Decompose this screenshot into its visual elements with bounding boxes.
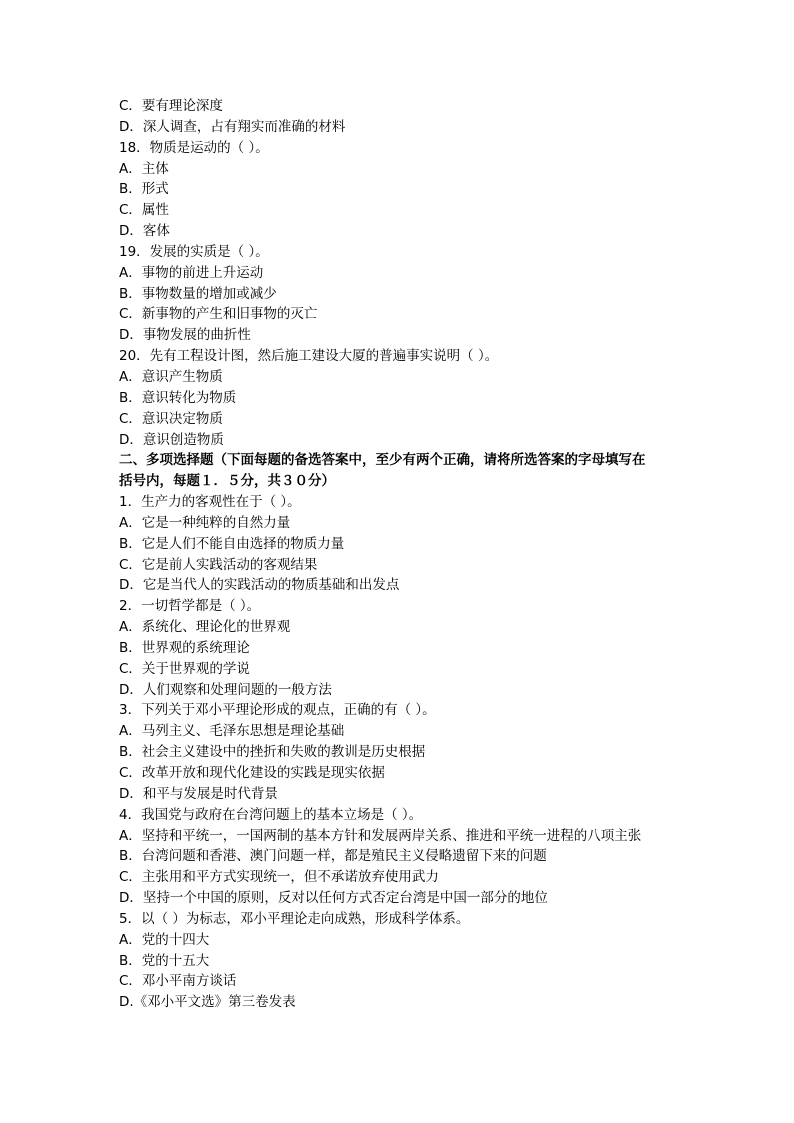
option-line: C．关于世界观的学说 bbox=[119, 660, 250, 677]
option-line: A．它是一种纯粹的自然力量 bbox=[119, 514, 291, 531]
option-line: D．客体 bbox=[119, 223, 170, 240]
option-line: C．属性 bbox=[119, 202, 169, 219]
document-body bbox=[119, 96, 699, 1013]
question-line: 18．物质是运动的（ ）。 bbox=[119, 139, 269, 156]
question-line: 3．下列关于邓小平理论形成的观点，正确的有（ ）。 bbox=[119, 702, 436, 719]
option-line: B．意识转化为物质 bbox=[119, 389, 237, 406]
option-line: D．它是当代人的实践活动的物质基础和出发点 bbox=[119, 577, 400, 594]
option-line: C．要有理论深度 bbox=[119, 98, 223, 114]
question-line: 5．以（ ）为标志，邓小平理论走向成熟，形成科学体系。 bbox=[119, 910, 470, 927]
question-line: 19．发展的实质是（ ）。 bbox=[119, 243, 269, 260]
option-line: D．坚持一个中国的原则，反对以任何方式否定台湾是中国一部分的地位 bbox=[119, 890, 548, 907]
option-line: B．它是人们不能自由选择的物质力量 bbox=[119, 535, 345, 552]
option-line: C．改革开放和现代化建设的实践是现实依据 bbox=[119, 765, 385, 781]
section-heading-continued: 括号内，每题１．５分，共３０分） bbox=[119, 473, 335, 490]
option-line: B．世界观的系统理论 bbox=[119, 639, 250, 656]
question-line: 20．先有工程设计图，然后施工建设大厦的普遍事实说明（ ）。 bbox=[119, 348, 499, 365]
option-line: A．坚持和平统一，一国两制的基本方针和发展两岸关系、推进和平统一进程的八项主张 bbox=[119, 827, 642, 844]
option-line: B．社会主义建设中的挫折和失败的教训是历史根据 bbox=[119, 744, 426, 761]
option-line: D．事物发展的曲折性 bbox=[119, 327, 251, 344]
option-line: C．意识决定物质 bbox=[119, 410, 223, 427]
option-line: A．主体 bbox=[119, 160, 169, 177]
option-line: A．马列主义、毛泽东思想是理论基础 bbox=[119, 723, 345, 740]
option-line: D.《邓小平文选》第三卷发表 bbox=[119, 994, 296, 1011]
option-line: D．和平与发展是时代背景 bbox=[119, 785, 278, 802]
option-line: D．人们观察和处理问题的一般方法 bbox=[119, 681, 332, 698]
option-line: B．台湾问题和香港、澳门问题一样，都是殖民主义侵略遗留下来的问题 bbox=[119, 848, 547, 865]
option-line: C．主张用和平方式实现统一，但不承诺放弃使用武力 bbox=[119, 869, 439, 886]
option-line: C．新事物的产生和旧事物的灭亡 bbox=[119, 306, 318, 323]
option-line: A．事物的前进上升运动 bbox=[119, 264, 264, 281]
option-line: B．党的十五大 bbox=[119, 952, 210, 969]
question-line: 4．我国党与政府在台湾问题上的基本立场是（ ）。 bbox=[119, 806, 423, 823]
option-line: A．意识产生物质 bbox=[119, 368, 223, 385]
option-line: A．系统化、理论化的世界观 bbox=[119, 619, 291, 636]
option-line: B．形式 bbox=[119, 181, 169, 198]
section-heading: 二、多项选择题（下面每题的备选答案中，至少有两个正确，请将所选答案的字母填写在 bbox=[119, 452, 646, 469]
option-line: D．深人调查，占有翔实而准确的材料 bbox=[119, 118, 346, 135]
question-line: 1．生产力的客观性在于（ ）。 bbox=[119, 494, 301, 511]
option-line: C．邓小平南方谈话 bbox=[119, 973, 237, 990]
option-line: B．事物数量的增加或减少 bbox=[119, 285, 277, 302]
question-line: 2．一切哲学都是（ ）。 bbox=[119, 598, 261, 615]
option-line: A．党的十四大 bbox=[119, 931, 210, 948]
option-line: C．它是前人实践活动的客观结果 bbox=[119, 556, 318, 573]
option-line: D．意识创造物质 bbox=[119, 431, 224, 448]
